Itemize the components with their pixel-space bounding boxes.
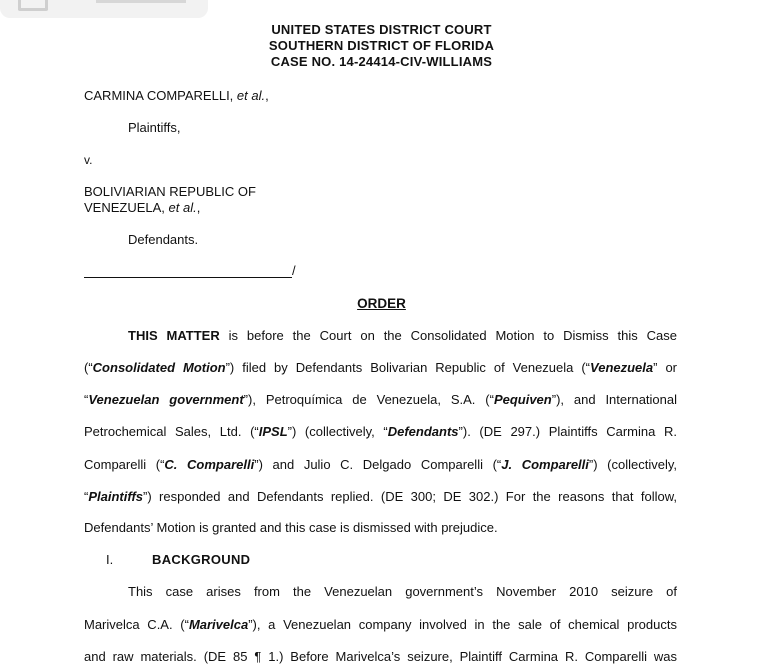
overlay-bar [96,0,186,3]
caption-rule [84,277,292,278]
text-run: ” or [653,360,678,375]
text-run: Defendants [387,424,459,439]
court-name: UNITED STATES DISTRICT COURT [271,22,492,37]
plaintiff-etal: et al. [236,88,266,103]
para1-line [84,392,677,408]
text-run: is before the Court on the Consolidated Motion to Dismiss this Case [219,328,677,343]
text-run: Defendants’ Motion is granted and this case is dismissed with prejudice. [84,520,498,535]
versus: v. [84,153,93,167]
plaintiff-name: CARMINA COMPARELLI, [84,88,234,103]
text-run: ”) (collectively, “ [287,424,388,439]
defendant-name: VENEZUELA, [84,200,165,215]
text-run: This case arises from the Venezuelan government’s November 2010 seizure of [128,584,677,599]
screenshot-overlay-tab [0,0,208,18]
caption-slash: / [292,263,296,278]
plaintiff-caption: CARMINA COMPARELLI, et al., [84,88,269,103]
text-run: ”), and International [551,392,677,407]
text-run: ”), a Venezuelan company involved in the sale of chemical products [248,617,677,632]
text-run: Pequiven [493,392,552,407]
para1-line [84,360,677,376]
text-run: “ [84,392,89,407]
text-run: THIS MATTER [128,328,220,343]
defendant-etal: et al. [168,200,197,215]
text-run: Plaintiffs [88,489,144,504]
text-run: C. Comparelli [164,457,255,472]
text-run: IPSL [258,424,288,439]
text-run: Consolidated Motion [92,360,226,375]
para2-line [128,584,677,600]
defendant-line1: BOLIVIARIAN REPUBLIC OF [84,184,256,199]
text-run: ”), Petroquímica de Venezuela, S.A. (“ [243,392,494,407]
text-run: Venezuela [590,360,654,375]
text-run: ”) filed by Defendants Bolivarian Republic of Venezuela (“ [225,360,591,375]
text-run: ”) (collectively, [588,457,678,472]
section-title: BACKGROUND [152,552,251,567]
text-run: (“ [84,360,93,375]
defendants-label: Defendants. [128,232,199,247]
case-number: CASE NO. 14-24414-CIV-WILLIAMS [270,54,493,69]
para1-line [128,328,677,344]
section-number: I. [106,552,114,567]
text-run: Marivelca C.A. (“ [84,617,189,632]
para2-line [84,649,677,665]
text-run: Petrochemical Sales, Ltd. (“ [84,424,259,439]
defendant-line2: VENEZUELA, et al., [84,200,201,215]
tray-icon [18,0,48,11]
para1-line [84,457,677,473]
para1-line [84,424,677,440]
text-run: ”) and Julio C. Delgado Comparelli (“ [254,457,502,472]
para1-line [84,520,677,536]
order-title: ORDER [357,296,406,311]
para2-line [84,617,677,633]
text-run: and raw materials. (DE 85 ¶ 1.) Before Marivelca’s seizure, Plaintiff Carmina R. Comparelli was [84,649,677,664]
district-name: SOUTHERN DISTRICT OF FLORIDA [268,38,495,53]
text-run: ”). (DE 297.) Plaintiffs Carmina R. [458,424,677,439]
plaintiffs-label: Plaintiffs, [128,120,181,135]
text-run: Comparelli (“ [84,457,165,472]
para1-line [84,489,677,505]
text-run: ”) responded and Defendants replied. (DE 300; DE 302.) For the reasons that follow, [143,489,677,504]
text-run: Marivelca [188,617,249,632]
text-run: Venezuelan government [88,392,244,407]
text-run: J. Comparelli [501,457,589,472]
text-run: “ [84,489,89,504]
